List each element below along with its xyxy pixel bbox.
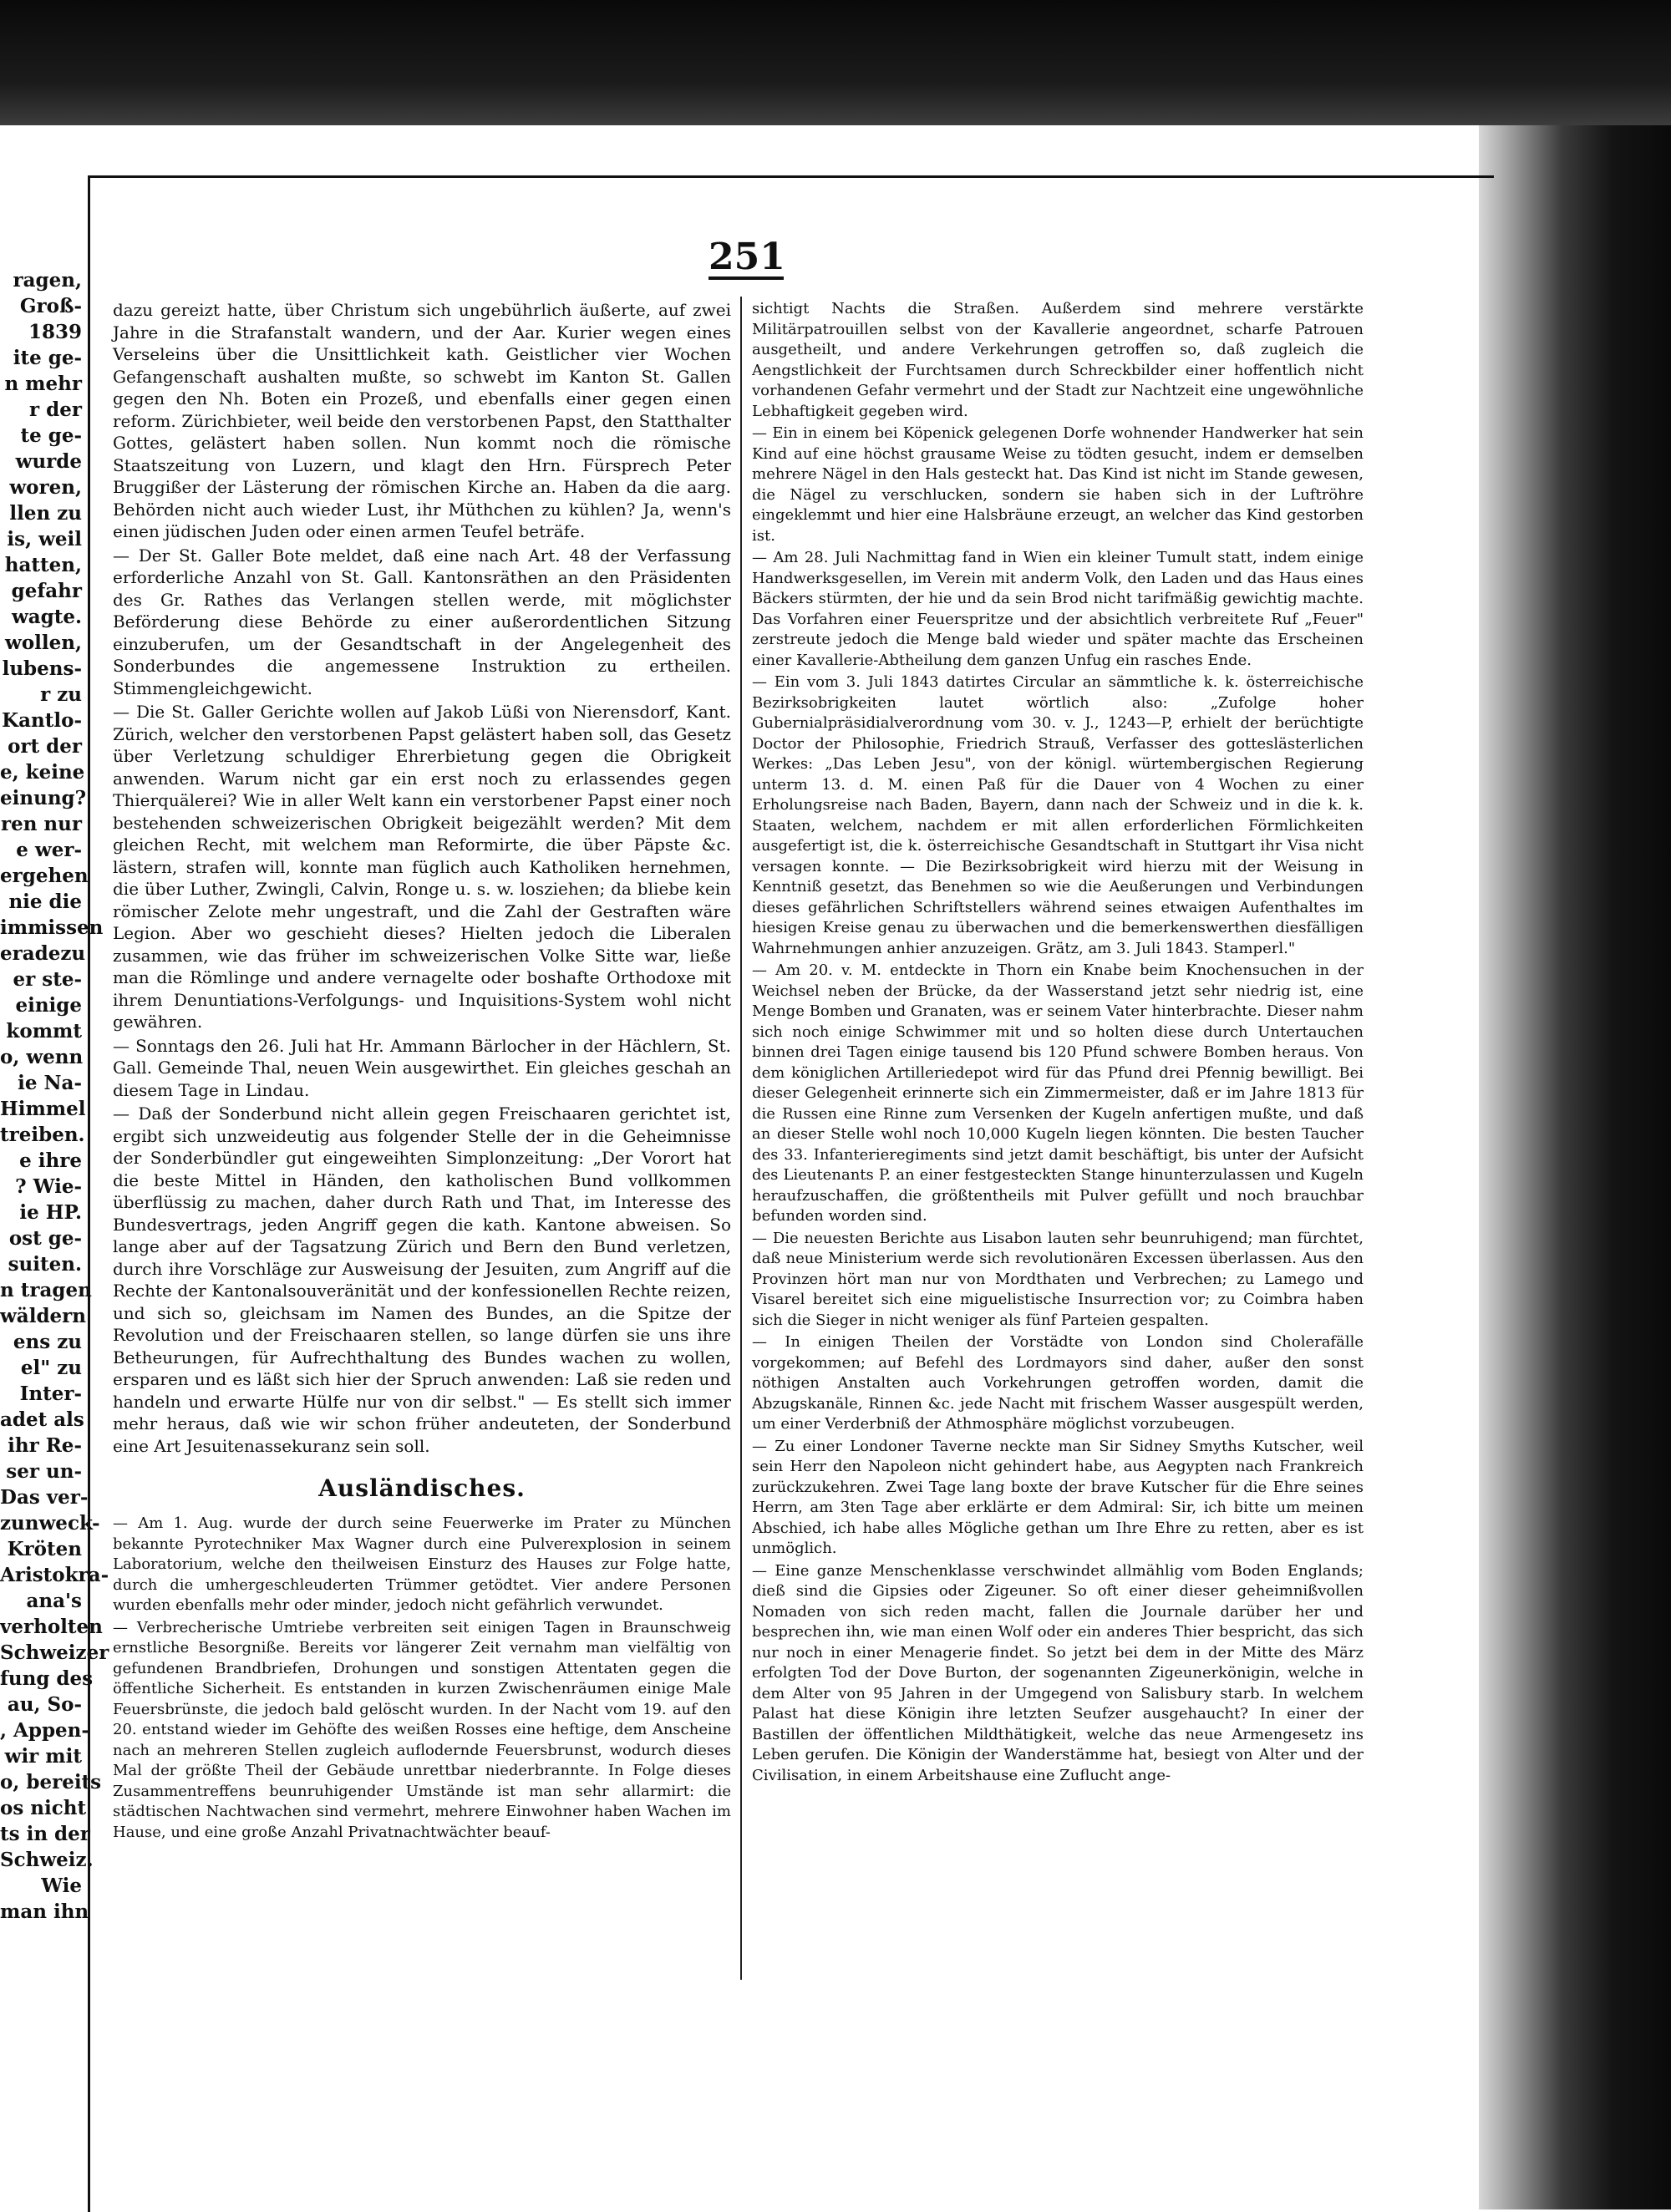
margin-fragment: ihr Re- bbox=[8, 1434, 82, 1457]
margin-fragment: au, So- bbox=[7, 1693, 82, 1716]
article-paragraph: dazu gereizt hatte, über Christum sich ungebührlich äußerte, auf zwei Jahre in die Strafanstalt wandern, und der Aar. Kurier wegen eines Verseleins über die Unsittlichkeit kath. Geistlicher vier Wochen Gefangenschaft aushalten mußte, so schwebt im Kanton St. Gallen gegen den Nh. Boten ein Prozeß, und ebenfalls einer gegen einen reform. Zürichbieter, weil beide den verstorbenen Papst, den Statthalter Gottes, gelästert haben sollen. Nun kommt noch die römische Staatszeitung von Luzern, und klagt den Hrn. Fürsprech Peter Bruggißer der Lästerung der römischen Kirche an. Haben da die aarg. Behörden nicht auch wieder Lust, ihr Müthchen zu kühlen? Ja, wenn's einen jüdischen Juden oder einen armen Teufel beträfe. bbox=[113, 300, 731, 541]
margin-fragment: , Appen- bbox=[0, 1719, 89, 1742]
margin-fragment: ie Na- bbox=[18, 1072, 82, 1094]
article-paragraph: — Der St. Galler Bote meldet, daß eine nach Art. 48 der Verfassung erforderliche Anzahl von St. Gall. Kantonsräthen an den Präsidenten des Gr. Rathes das Verlangen stellen werde, mit möglichster Beförderung diese Behörde zu einer außerordentlichen Sitzung einzuberufen, um der Gesandtschaft in der Angelegenheit des Sonderbundes die angemessene Instruktion zu ertheilen. Stimmengleichgewicht. bbox=[113, 545, 731, 698]
margin-fragment: kommt bbox=[6, 1020, 82, 1043]
section-heading-foreign: Ausländisches. bbox=[318, 1474, 526, 1502]
margin-fragment: Kröten bbox=[7, 1538, 82, 1560]
margin-fragment: eradezu bbox=[0, 942, 86, 965]
margin-fragment: ragen, bbox=[13, 269, 82, 292]
margin-fragment: Schweiz. bbox=[0, 1849, 94, 1871]
margin-fragment: ren nur bbox=[0, 813, 82, 835]
article-paragraph: — Sonntags den 26. Juli hat Hr. Ammann Bärlocher in der Hächlern, St. Gall. Gemeinde Thal, neuen Wein ausgewirthet. Ein gleiches geschah an diesem Tage in Lindau. bbox=[113, 1035, 731, 1100]
margin-fragment: nie die bbox=[8, 890, 82, 913]
margin-fragment: zunweck- bbox=[0, 1512, 100, 1535]
margin-fragment: wurde bbox=[15, 450, 82, 473]
right-column bbox=[752, 299, 1364, 1788]
margin-fragment: wollen, bbox=[5, 632, 82, 654]
margin-fragment: ergehen bbox=[0, 865, 89, 887]
margin-fragment: e wer- bbox=[16, 839, 82, 861]
column-divider bbox=[740, 297, 742, 1980]
article-paragraph: — Ein vom 3. Juli 1843 datirtes Circular an sämmtliche k. k. österreichische Bezirksobrigkeiten lautet wörtlich also: „Zufolge hoher Gubernialpräsidialverordnung vom 30. v. J., 1243—P, erhielt der berüchtigte Doctor der Philosophie, Friedrich Strauß, Verfasser des gotteslästerlichen Werkes: „Das Leben Jesu", von der königl. würtembergischen Regierung unterm 13. d. M. einen Paß für die Dauer von 4 Wochen zu einer Erholungsreise nach Baden, Bayern, dann nach der Schweiz und in die k. k. Staaten, welchem, nachdem er mit allen erforderlichen Förmlichkeiten ausgefertigt ist, die k. österreichische Gesandtschaft in Stuttgart ihr Visa nicht versagen konnte. — Die Bezirksobrigkeit wird hierzu mit der Weisung in Kenntniß gesetzt, das Benehmen so wie die Aeußerungen und Verbindungen dieses gefährlichen Schriftstellers während seines etwaigen Aufenthaltes im hiesigen Kreise genau zu überwachen und die bemerkenswerthen diesfälligen Wahrnehmungen anhier anzuzeigen. Grätz, am 3. Juli 1843. Stamperl." bbox=[752, 673, 1364, 957]
margin-fragment: r der bbox=[29, 398, 82, 421]
margin-fragment: o, wenn bbox=[0, 1046, 84, 1068]
margin-fragment: woren, bbox=[9, 476, 82, 499]
article-paragraph: — Die St. Galler Gerichte wollen auf Jakob Lüßi von Nierensdorf, Kant. Zürich, welcher den verstorbenen Papst gelästert haben soll, das Gesetz über Verletzung schuldiger Ehrerbietung gegen die Obrigkeit anwenden. Warum nicht gar ein erst noch zu erlassendes gegen Thierquälerei? Wie in aller Welt kann ein verstorbener Papst einer noch bestehenden schweizerischen Obrigkeit beigezählt werden? Mit dem gleichen Recht, mit welchem man Reformirte, die über Päpste &c. lästern, strafen will, konnte man füglich auch Katholiken hernehmen, die über Luther, Zwingli, Calvin, Ronge u. s. w. losziehen; da bliebe kein römischer Zelote mehr ungestraft, und die Zahl der Gestraften wäre Legion. Aber wo geschieht dieses? Hielten jedoch die Liberalen zusammen, wie das früher im schweizerischen Volke Sitte war, ließe man die Römlinge und andere vernagelte oder boshafte Orthodoxe mit ihrem Denuntiations-Verfolgungs- und Inquisitions-System wohl nicht gewähren. bbox=[113, 702, 731, 1032]
margin-fragment: ser un- bbox=[6, 1460, 82, 1483]
article-paragraph: — Zu einer Londoner Taverne neckte man Sir Sidney Smyths Kutscher, weil sein Herr den Napoleon nicht gehindert habe, aus Aegypten nach Frankreich zurückzukehren. Zwei Tage lang boxte der brave Kutscher für die Ehre seines Herrn, am 3ten Tage aber erklärte er dem Admiral: Sir, ich bitte um meinen Abschied, ich habe alles Mögliche gethan um Ihre Ehre zu retten, aber es ist unmöglich. bbox=[752, 1437, 1364, 1557]
article-paragraph: sichtigt Nachts die Straßen. Außerdem sind mehrere verstärkte Militärpatrouillen selbst von der Kavallerie angeordnet, scharfe Patrouen ausgetheilt, und andere Verkehrungen getroffen so, daß zugleich die Aengstlichkeit der Furchtsamen durch Schreckbilder einer hoffentlich nicht vorhandenen Gefahr vermehrt und der Stadt zur Nachtzeit eine ungewöhnliche Lebhaftigkeit gegeben wird. bbox=[752, 300, 1364, 420]
margin-fragment: er ste- bbox=[13, 968, 82, 991]
article-paragraph: — Am 28. Juli Nachmittag fand in Wien ein kleiner Tumult statt, indem einige Handwerksgesellen, im Verein mit anderm Volk, den Laden und das Haus eines Bäckers stürmten, der hie und da sein Brod nicht tarifmäßig gewichtig machte. Das Vorfahren einer Feuerspritze und der absichtlich verbreitete Ruf „Feuer" zerstreute jedoch die Menge bald wieder und später machte das Erscheinen einer Kavallerie-Abtheilung dem ganzen Unfug ein rasches Ende. bbox=[752, 549, 1364, 669]
margin-fragment: e, keine bbox=[0, 761, 85, 784]
margin-fragment: e ihre bbox=[19, 1149, 82, 1172]
margin-fragment: 1839 bbox=[28, 321, 82, 343]
margin-fragment: immissen bbox=[0, 916, 104, 939]
margin-fragment: lubens- bbox=[2, 657, 82, 680]
article-paragraph: — Die neuesten Berichte aus Lisabon lauten sehr beunruhigend; man fürchtet, daß neue Ministerium werde sich revolutionären Excessen überlassen. Aus den Provinzen hört man nur von Mordthaten und Verbrechen; zu Lamego und Visarel bereitet sich eine miguelistische Insurrection vor; zu Coimbra haben sich die Sieger in nicht weniger als fünf Parteien gespalten. bbox=[752, 1229, 1364, 1329]
margin-fragment: te ge- bbox=[20, 424, 82, 447]
margin-fragment: ost ge- bbox=[8, 1227, 82, 1250]
margin-fragment: el" zu bbox=[20, 1357, 82, 1379]
article-paragraph: — Verbrecherische Umtriebe verbreiten seit einigen Tagen in Braunschweig ernstliche Besorgniße. Bereits vor längerer Zeit vernahm man vielfältig von gefundenen Brandbriefen, Drohungen und sonstigen Attentaten gegen die öffentliche Sicherheit. Es entstanden in kurzen Zwischenräumen einige Male Feuersbrünste, die jedoch bald gelöscht wurden. In der Nacht vom 19. auf den 20. entstand wieder im Gehöfte des weißen Rosses eine heftige, dem Anscheine nach an mehreren Stellen zugleich auflodernde Feuersbrunst, wodurch dieses Mal der größte Theil der Gebäude unrettbar niederbrannte. In Folge dieses Zusammentreffens beunruhigender Umstände ist man sehr allarmirt: die städtischen Nachtwachen sind vermehrt, mehrere Einwohner haben Wachen im Hause, und eine große Anzahl Privatnachtwächter beauf- bbox=[113, 1618, 731, 1841]
margin-fragment: ie HP. bbox=[19, 1201, 82, 1224]
scanner-shadow-right bbox=[1479, 125, 1671, 2209]
margin-fragment: treiben. bbox=[0, 1124, 85, 1146]
margin-fragment: fung des bbox=[0, 1667, 94, 1690]
margin-fragment: n mehr bbox=[4, 373, 82, 395]
margin-fragment: ? Wie- bbox=[15, 1175, 82, 1198]
margin-fragment: o, bereits bbox=[0, 1771, 102, 1793]
margin-fragment: gefahr bbox=[11, 580, 82, 602]
margin-fragment: r zu bbox=[40, 683, 82, 706]
margin-fragment: Das ver- bbox=[0, 1486, 89, 1509]
margin-fragment: wir mit bbox=[4, 1745, 82, 1768]
margin-fragment: hatten, bbox=[4, 554, 82, 576]
left-column bbox=[113, 299, 731, 1844]
article-paragraph: — Am 20. v. M. entdeckte in Thorn ein Knabe beim Knochensuchen in der Weichsel neben der Brücke, da der Wasserstand jetzt sehr niedrig ist, eine Menge Bomben und Granaten, was er seinem Vater hinterbrachte. Dieser nahm sich noch einige Schwimmer mit und so holten diese durch Untertauchen binnen drei Tagen einige tausend bis 120 Pfund schwere Bomben heraus. Von dem königlichen Artilleriedepot wird für das Pfund drei Pfennig bewilligt. Bei dieser Gelegenheit erinnerte sich ein Zimmermeister, daß er im Jahre 1813 für die Russen eine Rinne zum Versenken der Kugeln anfertigen mußte, und daß an dieser Stelle wohl noch 10,000 Kugeln liegen könnten. Die besten Taucher des 33. Infanterieregiments sind jetzt damit beschäftigt, bis unter der Aufsicht des Lieutenants P. an einer festgesteckten Stange hinunterzulassen und Kugeln heraufzuschaffen, die größtentheils mit Pulver gefüllt und noch brauchbar befunden worden sind. bbox=[752, 961, 1364, 1225]
margin-fragment: Aristokra- bbox=[0, 1564, 109, 1586]
margin-fragment: wäldern bbox=[0, 1305, 86, 1327]
scanner-shadow-top bbox=[0, 0, 1671, 125]
margin-fragment: einung? bbox=[0, 787, 87, 809]
margin-fragment: n tragen bbox=[0, 1279, 92, 1301]
margin-fragment: adet als bbox=[0, 1408, 84, 1431]
article-paragraph: — In einigen Theilen der Vorstädte von London sind Cholerafälle vorgekommen; auf Befehl des Lordmayors sind daher, außer den sonst nöthigen Anstalten auch Vorkehrungen getroffen worden, damit die Abzugskanäle, Rinnen &c. jede Nacht mit frischem Wasser ausgespült werden, um einer Verderbniß der Athmosphäre möglichst vorzubeugen. bbox=[752, 1333, 1364, 1433]
margin-fragment: Kantlo- bbox=[2, 709, 82, 732]
margin-fragment: Inter- bbox=[19, 1382, 82, 1405]
page-number: 251 bbox=[709, 236, 785, 278]
margin-fragment: ts in der bbox=[0, 1823, 90, 1845]
margin-fragment: ens zu bbox=[13, 1331, 82, 1353]
previous-page-edge bbox=[0, 267, 109, 1923]
margin-fragment: llen zu bbox=[9, 502, 82, 525]
margin-fragment: Wie bbox=[41, 1875, 82, 1897]
article-paragraph: — Daß der Sonderbund nicht allein gegen Freischaaren gerichtet ist, ergibt sich unzweideutig aus folgender Stelle der in die Geheimnisse der Sonderbündler gut eingeweihten Simplonzeitung: „Der Vorort hat die beste Mittel in Händen, den katholischen Bund vollkommen überflüssig zu machen, daher durch Rath und That, im Interesse des Bundesvertrags, jeden Angriff gegen die kath. Kantone abweisen. So lange aber auf der Tagsatzung Zürich und Bern den Bund verletzen, durch ihre Vorschläge zur Ausweisung der Jesuiten, zum Angriff auf die Rechte der Kantonalsouveränität und der konfessionellen Rechte reizen, und sich so, gleichsam im Namen des Bundes, an die Spitze der Revolution und der Freischaaren stellen, so lange dürfen sie uns ihre Betheurungen, für Aufrechthaltung des Bundes wachen zu wollen, ersparen und es läßt sich hier der Spruch anwenden: Laß sie reden und handeln und erwarte Hülfe nur von dir selbst." — Es stellt sich immer mehr heraus, daß wie wir schon früher andeuteten, der Sonderbund eine Art Jesuitenassekuranz sein soll. bbox=[113, 1103, 731, 1456]
margin-fragment: wagte. bbox=[11, 606, 82, 628]
margin-fragment: ite ge- bbox=[13, 347, 82, 369]
margin-fragment: verholten bbox=[0, 1616, 103, 1638]
margin-fragment: ana's bbox=[26, 1590, 82, 1612]
margin-fragment: os nicht bbox=[0, 1797, 87, 1819]
margin-fragment: einige bbox=[15, 994, 82, 1017]
margin-fragment: man ihn bbox=[0, 1900, 89, 1923]
margin-fragment: is, weil bbox=[7, 528, 82, 550]
margin-fragment: Schweizer bbox=[0, 1641, 109, 1664]
article-paragraph: — Eine ganze Menschenklasse verschwindet allmählig vom Boden Englands; dieß sind die Gipsies oder Zigeuner. So oft einer dieser geheimnißvollen Nomaden von sich reden macht, fallen die Journale darüber her und besprechen ihn, wie man einen Wolf oder ein anderes Thier bespricht, das sich nur noch in einer Menagerie findet. So jetzt bei dem in der Mitte des März erfolgten Tod der Dove Burton, der sogenannten Zigeunerkönigin, welche in dem Alter von 95 Jahren in der Umgegend von Salisbury starb. In welchem Palast hat diese Königin ihre letzten Seufzer ausgehaucht? In einer der Bastillen der öffentlichen Mildthätigkeit, welche das neue Armengesetz ins Leben gerufen. Die Königin der Wanderstämme hat, besiegt von Alter und der Civilisation, in einem Arbeitshause eine Zuflucht ange- bbox=[752, 1561, 1364, 1784]
margin-fragment: Himmel bbox=[0, 1098, 86, 1120]
margin-fragment: ort der bbox=[8, 735, 82, 758]
article-paragraph: — Ein in einem bei Köpenick gelegenen Dorfe wohnender Handwerker hat sein Kind auf eine höchst grausame Weise zu tödten gesucht, indem er demselben mehrere Nägel in den Hals gesteckt hat. Das Kind ist nicht im Stande gewesen, die Nägel zu verschlucken, sondern sie haben sich in der Luftröhre eingeklemmt und hier eine Halsbräune erzeugt, an welcher das Kind gestorben ist. bbox=[752, 424, 1364, 545]
margin-fragment: suiten. bbox=[8, 1253, 82, 1276]
margin-fragment: Groß- bbox=[19, 295, 82, 317]
article-paragraph: — Am 1. Aug. wurde der durch seine Feuerwerke im Prater zu München bekannte Pyrotechniker Max Wagner durch eine Pulverexplosion in seinem Laboratorium, welche den theilweisen Einsturz des Hauses zur Folge hatte, durch die umhergeschleuderten Trümmer getödtet. Vier andere Personen wurden ebenfalls mehr oder minder, jedoch nicht gefährlich verwundet. bbox=[113, 1514, 731, 1614]
